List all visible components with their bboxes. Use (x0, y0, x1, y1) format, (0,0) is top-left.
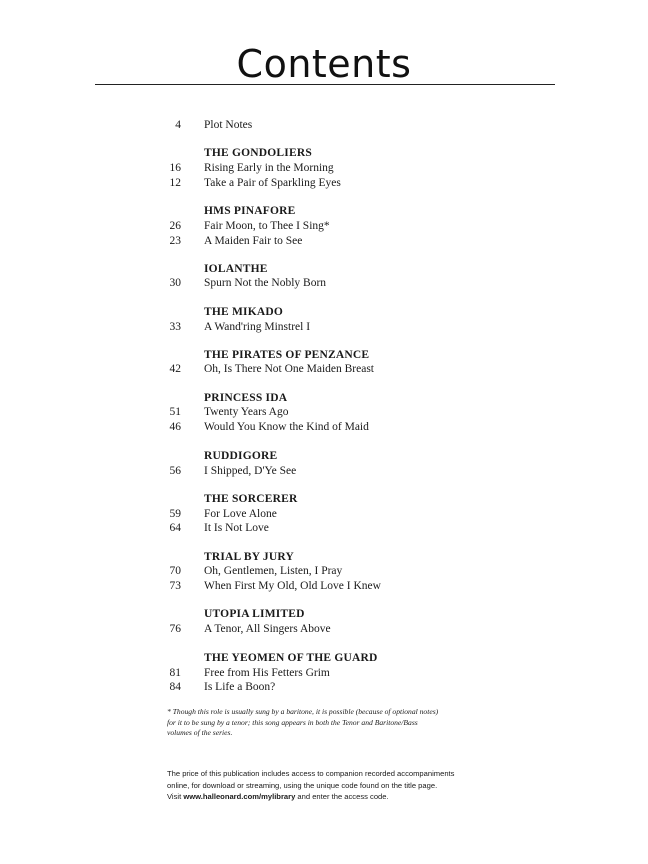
page-number: 64 (169, 522, 181, 534)
song-title: For Love Alone (204, 508, 277, 520)
song-title: Rising Early in the Morning (204, 162, 334, 174)
entry-title: Plot Notes (204, 119, 253, 131)
song-title: Spurn Not the Nobly Born (204, 277, 327, 289)
page-number: 16 (169, 162, 181, 174)
page-number: 76 (169, 623, 181, 635)
page-number: 42 (169, 363, 181, 375)
page-number: 70 (169, 565, 181, 577)
song-title: Fair Moon, to Thee I Sing* (204, 220, 330, 232)
song-title: I Shipped, D'Ye See (204, 465, 297, 477)
page-number: 59 (169, 508, 181, 520)
section-heading: UTOPIA LIMITED (204, 608, 305, 620)
page-number: 81 (169, 667, 181, 679)
library-url-link[interactable]: www.halleonard.com/mylibrary (183, 792, 296, 802)
footnote (167, 707, 487, 739)
section-heading: RUDDIGORE (204, 450, 278, 462)
page-number: 4 (175, 119, 181, 131)
song-title: Oh, Gentlemen, Listen, I Pray (204, 565, 343, 577)
page-title: Contents (236, 42, 412, 86)
section-heading: IOLANTHE (204, 263, 268, 275)
song-title: Oh, Is There Not One Maiden Breast (204, 363, 375, 375)
section-heading: THE GONDOLIERS (204, 147, 312, 159)
access-notice (167, 768, 517, 803)
section-heading: HMS PINAFORE (204, 205, 296, 217)
page-number: 51 (169, 406, 181, 418)
song-title: When First My Old, Old Love I Knew (204, 580, 381, 592)
footnote-line: volumes of the series. (167, 728, 233, 737)
footnote-line: * Though this role is usually sung by a baritone, it is possible (because of optional notes) (167, 707, 439, 716)
song-title: Would You Know the Kind of Maid (204, 421, 369, 433)
section-heading: THE SORCERER (204, 493, 298, 505)
notice-text: Visit (167, 792, 184, 802)
section-heading: THE YEOMEN OF THE GUARD (204, 652, 378, 664)
song-title: Take a Pair of Sparkling Eyes (204, 177, 341, 189)
notice-text: and enter the access code. (295, 792, 389, 802)
page-number: 84 (169, 681, 181, 693)
footnote-line: for it to be sung by a tenor; this song appears in both the Tenor and Baritone/Bass (167, 717, 418, 727)
section-heading: TRIAL BY JURY (204, 551, 294, 563)
title-rule (95, 84, 555, 85)
song-title: Twenty Years Ago (204, 406, 289, 418)
song-title: A Tenor, All Singers Above (204, 623, 331, 635)
song-title: Free from His Fetters Grim (204, 667, 330, 679)
page-number: 46 (169, 421, 181, 433)
page-number: 30 (169, 277, 181, 289)
section-heading: THE PIRATES OF PENZANCE (204, 349, 370, 361)
page-number: 56 (169, 465, 181, 477)
page-number: 73 (169, 580, 181, 592)
section-heading: PRINCESS IDA (204, 392, 288, 404)
song-title: Is Life a Boon? (204, 681, 276, 693)
page-number: 26 (169, 220, 181, 232)
section-heading: THE MIKADO (204, 306, 283, 318)
page-number: 12 (169, 177, 181, 189)
page-number: 33 (169, 321, 181, 333)
page-number: 23 (169, 235, 181, 247)
song-title: A Wand'ring Minstrel I (204, 321, 311, 333)
notice-line: The price of this publication includes access to companion recorded accompaniments (167, 769, 455, 778)
song-title: A Maiden Fair to See (204, 235, 303, 247)
notice-line: online, for download or streaming, using the unique code found on the title page. (167, 780, 438, 790)
song-title: It Is Not Love (204, 522, 269, 534)
